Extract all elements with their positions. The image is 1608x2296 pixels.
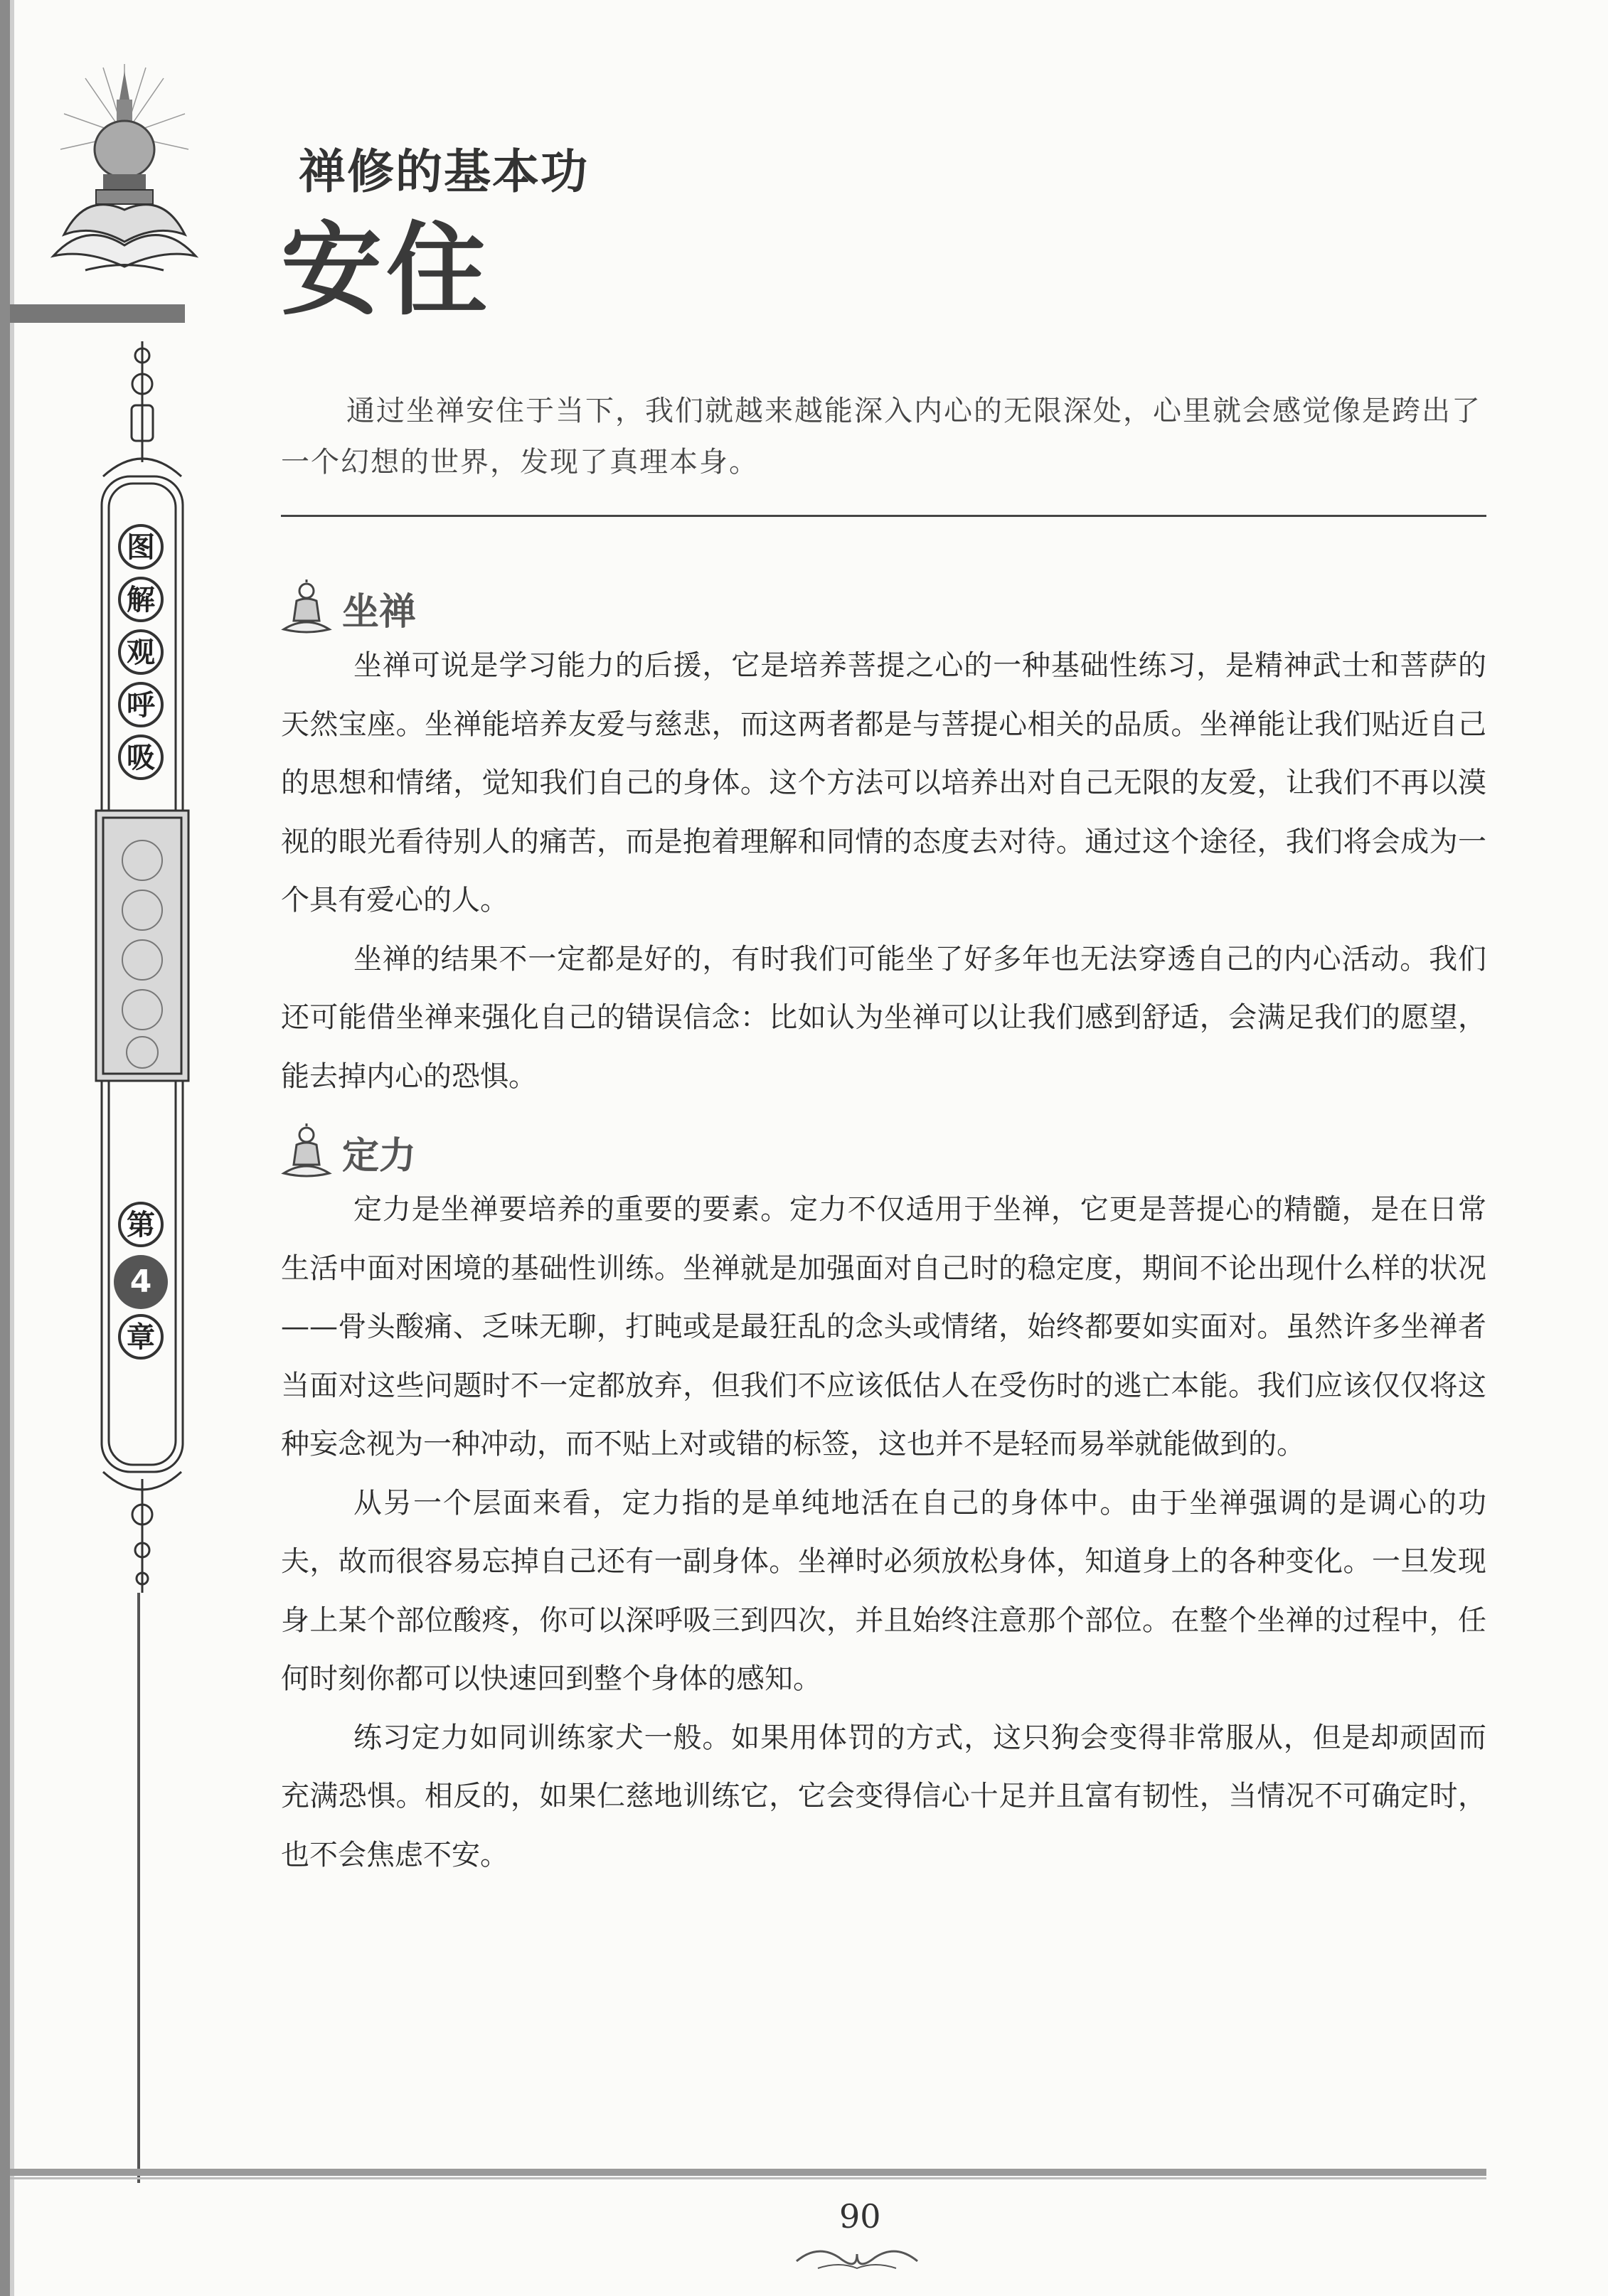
intro-divider (281, 515, 1486, 517)
book-title-char-2: 解 (118, 577, 164, 622)
book-title-char-5: 吸 (118, 735, 164, 780)
page-number: 90 (839, 2197, 881, 2236)
book-title-char-1: 图 (118, 524, 164, 570)
section-heading-dingli (281, 1123, 416, 1180)
body-paragraph: 从另一个层面来看，定力指的是单纯地活在自己的身体中。由于坐禅强调的是调心的功夫，故而很容易忘掉自己还有一副身体。坐禅时必须放松身体，知道身上的各种变化。一旦发现身上某个部位酸疼，你可以深呼吸三到四次，并且始终注意那个部位。在整个坐禅的过程中，任何时刻你都可以快速回到整个身体的感知。 (281, 1486, 1486, 1695)
margin-rule (137, 1593, 140, 2183)
book-title-char-3: 观 (118, 629, 164, 675)
chapter-prefix: 第 (118, 1202, 164, 1247)
section-heading-text: 坐禅 (342, 590, 417, 634)
stupa-emblem-icon (43, 57, 206, 284)
header-bar (10, 304, 185, 323)
section-body-dingli (281, 1180, 1486, 1884)
footer-rule (10, 2169, 1486, 2176)
footer-rule-thin (10, 2177, 1486, 2179)
chapter-number-badge: 4 (114, 1255, 168, 1309)
page-edge-highlight (10, 0, 14, 2296)
body-paragraph: 坐禅可说是学习能力的后援，它是培养菩提之心的一种基础性练习，是精神武士和菩萨的天然宝座。坐禅能培养友爱与慈悲，而这两者都是与菩提心相关的品质。坐禅能让我们贴近自己的思想和情绪，觉知我们自己的身体。这个方法可以培养出对自己无限的友爱，让我们不再以漠视的眼光看待别人的痛苦，而是抱着理解和同情的态度去对待。通过这个途径，我们将会成为一个具有爱心的人。 (281, 649, 1486, 917)
chapter-suffix: 章 (118, 1314, 164, 1360)
meditating-figure-icon (281, 580, 332, 636)
body-paragraph: 定力是坐禅要培养的重要的要素。定力不仅适用于坐禅，它更是菩提心的精髓，是在日常生活中面对困境的基础性训练。坐禅就是加强面对自己时的稳定度，期间不论出现什么样的状况——骨头酸痛、乏味无聊，打盹或是最狂乱的念头或情绪，始终都要如实面对。虽然许多坐禅者当面对这些问题时不一定都放弃，但我们不应该低估人在受伤时的逃亡本能。我们应该仅仅将这种妄念视为一种冲动，而不贴上对或错的标签，这也并不是轻而易举就能做到的。 (281, 1193, 1486, 1461)
section-heading-zuochan (281, 580, 416, 636)
body-paragraph: 坐禅的结果不一定都是好的，有时我们可能坐了好多年也无法穿透自己的内心活动。我们还可能借坐禅来强化自己的错误信念：比如认为坐禅可以让我们感到舒适，会满足我们的愿望，能去掉内心的恐惧。 (281, 942, 1486, 1093)
section-heading-text: 定力 (342, 1134, 417, 1178)
page-edge-shadow (0, 0, 10, 2296)
section-body-zuochan (281, 636, 1486, 1106)
body-paragraph: 练习定力如同训练家犬一般。如果用体罚的方式，这只狗会变得非常服从，但是却顽固而充满恐惧。相反的，如果仁慈地训练它，它会变得信心十足并且富有韧性，当情况不可确定时，也不会焦虑不安。 (281, 1721, 1486, 1871)
flourish-ornament-icon (789, 2240, 925, 2275)
page-title: 安住 (281, 211, 491, 329)
section-kicker: 禅修的基本功 (299, 144, 589, 199)
book-title-char-4: 呼 (118, 682, 164, 727)
meditating-figure-icon (281, 1123, 332, 1180)
intro-paragraph: 通过坐禅安住于当下，我们就越来越能深入内心的无限深处，心里就会感觉像是跨出了一个幻想的世界，发现了真理本身。 (281, 395, 1481, 479)
